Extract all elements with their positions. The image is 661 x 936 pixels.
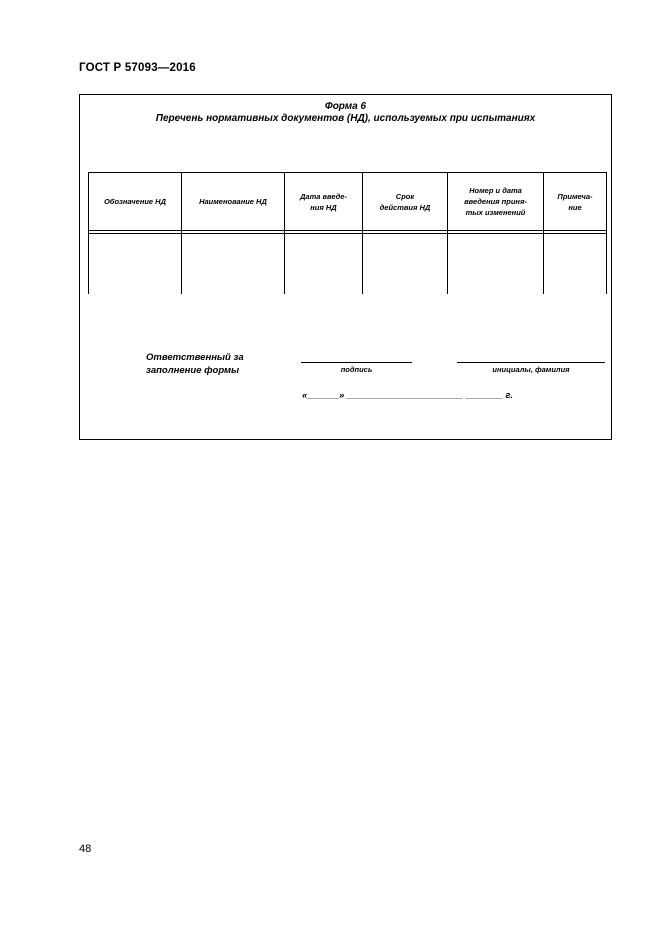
responsible-label: Ответственный за заполнение формы bbox=[146, 352, 244, 376]
table-cell bbox=[448, 234, 544, 295]
column-header: Обозначение НД bbox=[89, 173, 182, 231]
form-frame bbox=[79, 94, 612, 440]
form-subtitle: Перечень нормативных документов (НД), используемых при испытаниях bbox=[155, 113, 536, 124]
signature-caption: подпись bbox=[340, 365, 373, 374]
table-cell bbox=[285, 234, 363, 295]
name-line bbox=[457, 362, 605, 363]
table-cell bbox=[89, 234, 182, 295]
table-cell bbox=[182, 234, 285, 295]
column-header: Дата введе- ния НД bbox=[285, 173, 363, 231]
page-number: 48 bbox=[79, 843, 92, 855]
name-caption: инициалы, фамилия bbox=[492, 365, 570, 374]
nd-table bbox=[88, 172, 607, 294]
column-header: Срок действия НД bbox=[363, 173, 448, 231]
date-line: «______» ______________________ _______ г. bbox=[302, 390, 513, 401]
form-title: Форма 6 bbox=[324, 101, 367, 112]
document-code: ГОСТ Р 57093—2016 bbox=[79, 62, 196, 74]
table-row bbox=[89, 234, 607, 295]
column-header: Наименование НД bbox=[182, 173, 285, 231]
table-cell bbox=[363, 234, 448, 295]
column-header: Примеча- ние bbox=[544, 173, 607, 231]
column-header: Номер и дата введения приня- тых изменений bbox=[448, 173, 544, 231]
table-header-row bbox=[89, 173, 607, 231]
signature-line bbox=[301, 362, 412, 363]
table-cell bbox=[544, 234, 607, 295]
